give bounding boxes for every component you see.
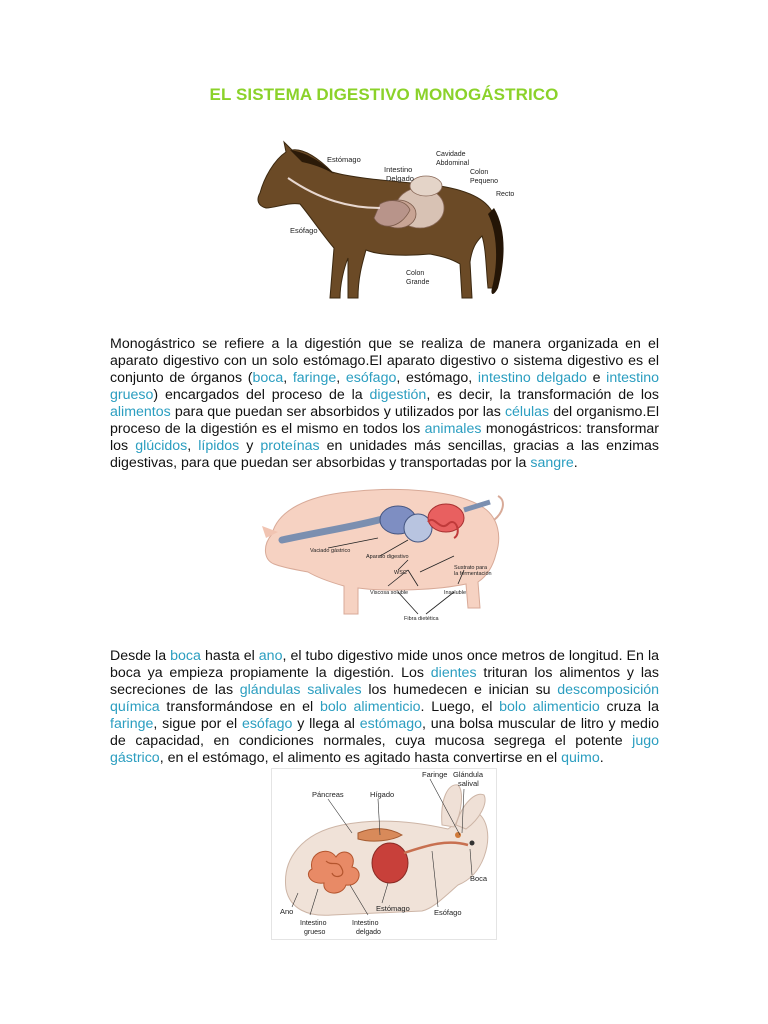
text-link[interactable]: lípidos bbox=[198, 437, 240, 454]
text-link[interactable]: digestión bbox=[369, 386, 427, 403]
text-run: cruza la bbox=[599, 698, 659, 715]
text-link[interactable]: boca bbox=[252, 370, 284, 386]
text-run: . bbox=[599, 749, 604, 766]
rabbit-label-int-delgado-2: delgado bbox=[356, 929, 381, 936]
rabbit-label-faringe: Faringe bbox=[422, 770, 448, 779]
pig-label-insoluble: Insoluble bbox=[444, 590, 467, 596]
text-run: y bbox=[239, 437, 261, 454]
text-run: en unidades más sencillas, gracias a las enzimas digestivas, para que puedan ser absorbidas y transportadas por la bbox=[110, 437, 659, 471]
text-run: e bbox=[586, 370, 607, 386]
text-run: , una bolsa muscular de litro y medio de capacidad, en condiciones normales, cuya mucosa segrega el potente bbox=[110, 715, 659, 749]
text-run: Desde la bbox=[110, 648, 171, 665]
text-link[interactable]: intestino grueso bbox=[110, 370, 660, 403]
text-run: hasta el bbox=[200, 648, 259, 665]
rabbit-label-int-grueso-2: grueso bbox=[304, 929, 326, 936]
text-run: los humedecen e inician su bbox=[361, 682, 558, 698]
pig-illustration bbox=[258, 474, 508, 624]
text-run: para que puedan ser absorbidos y utilizados por las bbox=[170, 403, 505, 420]
horse-label-estomago: Estómago bbox=[327, 155, 361, 164]
paragraph-intro bbox=[110, 336, 659, 471]
text-link[interactable]: sangre bbox=[530, 454, 574, 471]
text-run: y llega al bbox=[292, 715, 360, 732]
text-run: Monogástrico se refiere a la digestión que se realiza de manera organizada en el aparato digestivo con un solo estómago.El aparato digestivo o sistema digestivo es el conjunto de órganos ( bbox=[110, 336, 659, 386]
text-link[interactable]: ano bbox=[258, 648, 283, 665]
text-link[interactable]: dientes bbox=[430, 665, 477, 682]
text-link[interactable]: estómago bbox=[359, 715, 423, 732]
rabbit-label-boca: Boca bbox=[470, 874, 488, 883]
rabbit-label-int-grueso-1: Intestino bbox=[300, 920, 327, 927]
horse-label-colon-pequeno-1: Colon bbox=[470, 169, 489, 176]
rabbit-digestive-figure bbox=[271, 768, 497, 940]
text-link[interactable]: esófago bbox=[345, 370, 397, 386]
text-link[interactable]: glándulas salivales bbox=[239, 682, 362, 698]
text-link[interactable]: bolo alimenticio bbox=[319, 698, 421, 715]
text-run: monogástricos: transformar los bbox=[110, 420, 659, 454]
pig-label-vaciado: Vaciado gástrico bbox=[310, 548, 351, 554]
horse-label-esofago: Esófago bbox=[290, 226, 318, 235]
horse-label-abdominal: Abdominal bbox=[436, 160, 470, 167]
text-link[interactable]: intestino delgado bbox=[477, 370, 587, 386]
text-link[interactable]: bolo alimenticio bbox=[499, 698, 600, 715]
horse-illustration bbox=[250, 138, 525, 306]
text-run: , bbox=[336, 370, 346, 386]
text-link[interactable]: faringe bbox=[292, 370, 337, 386]
horse-label-colon-pequeno-2: Pequeno bbox=[470, 178, 499, 185]
text-run: . bbox=[573, 454, 578, 471]
horse-label-recto: Recto bbox=[496, 191, 515, 198]
text-link[interactable]: descomposición química bbox=[110, 682, 659, 715]
text-run: ) encargados del proceso de la bbox=[153, 386, 370, 403]
text-link[interactable]: esófago bbox=[241, 715, 293, 732]
text-link[interactable]: proteínas bbox=[260, 437, 320, 454]
rabbit-label-glandula-1: Glándula bbox=[453, 770, 484, 779]
text-link[interactable]: boca bbox=[170, 648, 201, 665]
text-run: . Luego, el bbox=[420, 698, 500, 715]
horse-label-colon-grande-2: Grande bbox=[406, 279, 430, 286]
text-run: , en el estómago, el alimento es agitado hasta convertirse en el bbox=[159, 749, 562, 766]
pig-label-fibra: Fibra dietética bbox=[404, 616, 439, 622]
rabbit-label-int-delgado-1: Intestino bbox=[352, 920, 379, 927]
text-run: , es decir, la transformación de los bbox=[426, 386, 659, 403]
text-run: transformándose en el bbox=[159, 698, 320, 715]
text-link[interactable]: glúcidos bbox=[135, 437, 188, 454]
rabbit-label-estomago: Estómago bbox=[376, 904, 410, 913]
text-run: , bbox=[283, 370, 293, 386]
rabbit-label-higado: Hígado bbox=[370, 790, 395, 799]
horse-label-cavidad: Cavidade bbox=[436, 151, 466, 158]
horse-digestive-figure bbox=[250, 138, 525, 306]
pig-label-sustrato-2: la fermentación bbox=[454, 571, 492, 577]
text-link[interactable]: faringe bbox=[110, 715, 154, 732]
text-run: , estómago, bbox=[396, 370, 478, 386]
text-link[interactable]: animales bbox=[424, 420, 482, 437]
pig-label-wsc: WSC bbox=[394, 570, 407, 576]
pig-label-viscosa: Viscosa soluble bbox=[370, 590, 409, 596]
rabbit-label-pancreas: Páncreas bbox=[312, 790, 344, 799]
rabbit-label-ano: Ano bbox=[280, 907, 294, 916]
page-title: EL SISTEMA DIGESTIVO MONOGÁSTRICO bbox=[209, 85, 559, 104]
text-run: del organismo.El proceso de la digestión es el mismo en todos los bbox=[110, 403, 659, 437]
text-link[interactable]: quimo bbox=[561, 749, 600, 766]
pig-label-aparato: Aparato digestivo bbox=[366, 554, 409, 560]
horse-label-colon-grande-1: Colon bbox=[406, 270, 425, 277]
text-run: , el tubo digestivo mide unos once metros de longitud. En la boca ya empieza propiamente la digestión. Los bbox=[110, 648, 659, 682]
text-link[interactable]: células bbox=[504, 403, 550, 420]
text-run: , bbox=[187, 437, 199, 454]
rabbit-label-esofago: Esófago bbox=[434, 908, 462, 917]
rabbit-illustration bbox=[272, 769, 496, 939]
pig-digestive-figure bbox=[258, 474, 508, 624]
horse-label-intestino: Intestino bbox=[384, 165, 413, 174]
horse-label-delgado: Delgado bbox=[386, 174, 414, 183]
pig-label-sustrato-1: Sustrato para bbox=[454, 565, 488, 571]
text-link[interactable]: alimentos bbox=[110, 403, 171, 420]
text-run: trituran los alimentos y las secreciones de las bbox=[110, 665, 659, 698]
text-link[interactable]: jugo gástrico bbox=[110, 732, 659, 766]
text-run: , sigue por el bbox=[153, 715, 242, 732]
paragraph-digestion bbox=[110, 648, 659, 766]
rabbit-label-glandula-2: salival bbox=[458, 779, 479, 788]
